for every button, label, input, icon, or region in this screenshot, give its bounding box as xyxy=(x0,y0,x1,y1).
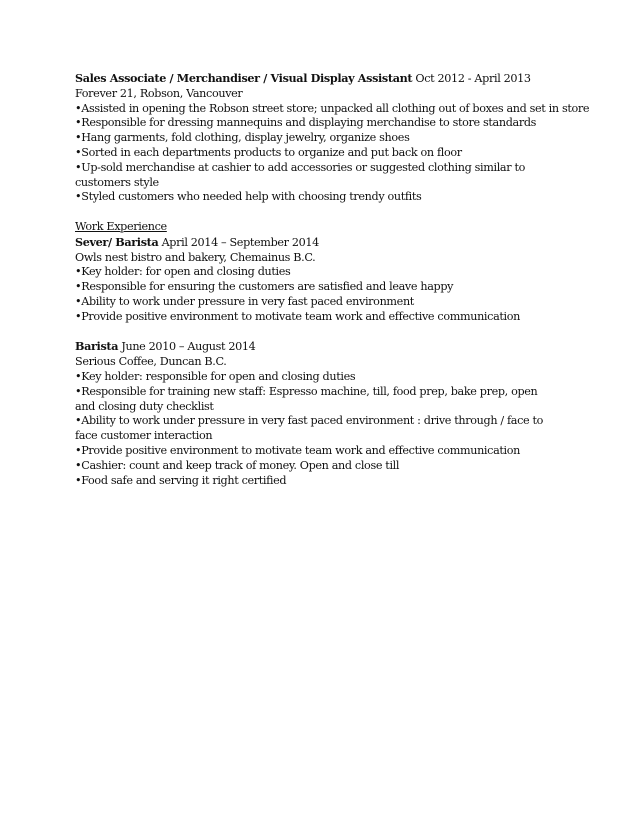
job-title: Barista xyxy=(75,339,119,354)
job-employer: Forever 21, Robson, Vancouver xyxy=(75,86,243,100)
job-bullet: •Assisted in opening the Robson street store; unpacked all clothing out of boxes and set in store xyxy=(75,101,590,115)
job-bullet: •Key holder: responsible for open and closing duties xyxy=(75,369,356,383)
job-bullet: •Sorted in each departments products to organize and put back on floor xyxy=(75,145,462,159)
job-heading xyxy=(75,71,575,87)
job-bullet: •Cashier: count and keep track of money. Open and close till xyxy=(75,458,400,472)
job-bullet: •Provide positive environment to motivate team work and effective communication xyxy=(75,443,521,457)
job-entry-owls-nest xyxy=(75,220,575,325)
job-entry-forever21 xyxy=(75,71,590,205)
job-bullet: •Responsible for training new staff: Espresso machine, till, food prep, bake prep, open and closing duty checklist xyxy=(75,384,538,413)
job-title: Sales Associate / Merchandiser / Visual Display Assistant xyxy=(75,71,413,85)
resume-page xyxy=(75,71,590,488)
job-bullet: •Provide positive environment to motivate team work and effective communication xyxy=(75,309,521,323)
job-bullet: •Styled customers who needed help with choosing trendy outfits xyxy=(75,190,422,204)
job-title: Sever/ Barista xyxy=(75,234,159,249)
job-bullet: •Key holder: for open and closing duties xyxy=(75,265,291,279)
job-dates: Oct 2012 - April 2013 xyxy=(412,72,531,85)
job-bullet: •Hang garments, fold clothing, display jewelry, organize shoes xyxy=(75,131,410,145)
job-bullet: •Ability to work under pressure in very fast paced environment xyxy=(75,294,414,308)
job-bullet: •Ability to work under pressure in very fast paced environment : drive through / face to face customer interaction xyxy=(75,414,544,443)
job-dates: June 2010 – August 2014 xyxy=(118,340,256,354)
job-heading xyxy=(75,235,575,251)
job-dates: April 2014 – September 2014 xyxy=(158,235,319,249)
job-bullet: •Food safe and serving it right certified xyxy=(75,473,287,487)
job-entry-serious-coffee xyxy=(75,339,575,488)
job-bullet: •Up-sold merchandise at cashier to add accessories or suggested clothing similar to customers style xyxy=(75,160,525,189)
job-employer: Owls nest bistro and bakery, Chemainus B.C. xyxy=(75,250,316,264)
job-heading xyxy=(75,339,575,355)
section-heading-work-experience: Work Experience xyxy=(75,219,167,233)
job-employer: Serious Coffee, Duncan B.C. xyxy=(75,355,227,369)
job-bullet: •Responsible for ensuring the customers are satisfied and leave happy xyxy=(75,280,454,294)
job-bullet: •Responsible for dressing mannequins and displaying merchandise to store standards xyxy=(75,116,537,130)
